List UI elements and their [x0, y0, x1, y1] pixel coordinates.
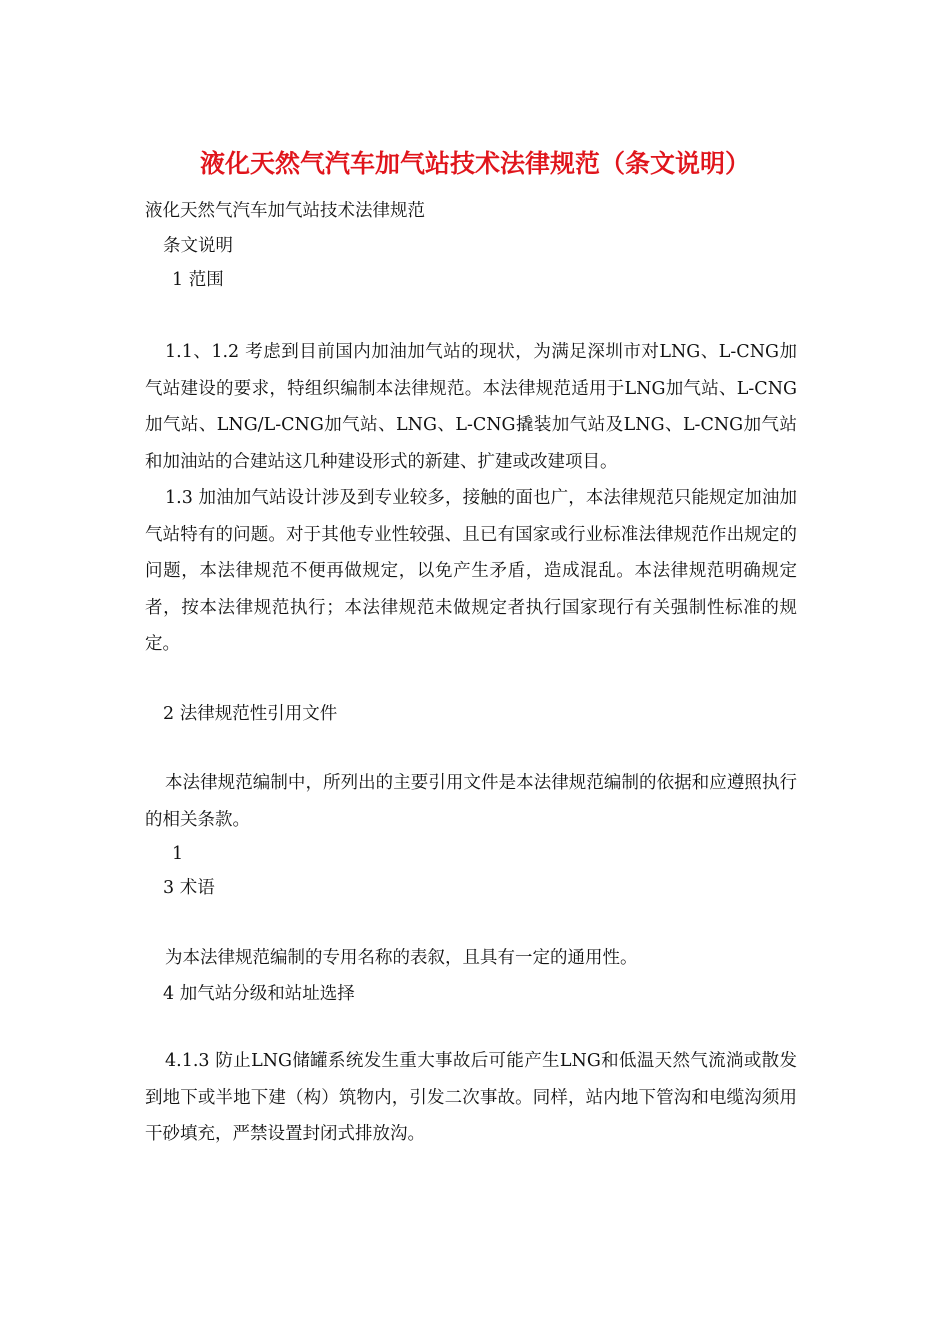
paragraph-4-1-3: 4.1.3 防止LNG储罐系统发生重大事故后可能产生LNG和低温天然气流淌或散发到地下或半地下建（构）筑物内，引发二次事故。同样，站内地下管沟和电缆沟须用干砂填充，严禁设置封闭式排放沟。 — [145, 1051, 797, 1144]
section-heading-2: 2 法律规范性引用文件 — [163, 704, 338, 724]
section-heading-1: 1 范围 — [172, 270, 224, 290]
paragraph-1-1: 1.1、1.2 考虑到目前国内加油加气站的现状，为满足深圳市对LNG、L-CNG加气站建设的要求，特组织编制本法律规范。本法律规范适用于LNG加气站、L-CNG加气站、LNG/L-CNG加气站、LNG、L-CNG撬装加气站及LNG、L-CNG加气站和加油站的合建站这几种建设形式的新建、扩建或改建项目。 — [145, 342, 797, 472]
explanation-heading: 条文说明 — [163, 236, 233, 256]
paragraph-1-3: 1.3 加油加气站设计涉及到专业较多，接触的面也广，本法律规范只能规定加油加气站特有的问题。对于其他专业性较强、且已有国家或行业标准法律规范作出规定的问题，本法律规范不便再做规定，以免产生矛盾，造成混乱。本法律规范明确规定者，按本法律规范执行；本法律规范未做规定者执行国家现行有关强制性标准的规定。 — [145, 488, 797, 654]
document-subtitle: 液化天然气汽车加气站技术法律规范 — [145, 201, 425, 221]
paragraph-2: 本法律规范编制中，所列出的主要引用文件是本法律规范编制的依据和应遵照执行的相关条款。 — [145, 773, 797, 830]
section-heading-3: 3 术语 — [163, 878, 215, 898]
page-title: 液化天然气汽车加气站技术法律规范（条文说明） — [199, 149, 750, 178]
section-heading-4: 4 加气站分级和站址选择 — [163, 984, 355, 1004]
paragraph-3: 为本法律规范编制的专用名称的表叙，且具有一定的通用性。 — [165, 948, 638, 968]
page-number: 1 — [172, 844, 184, 864]
